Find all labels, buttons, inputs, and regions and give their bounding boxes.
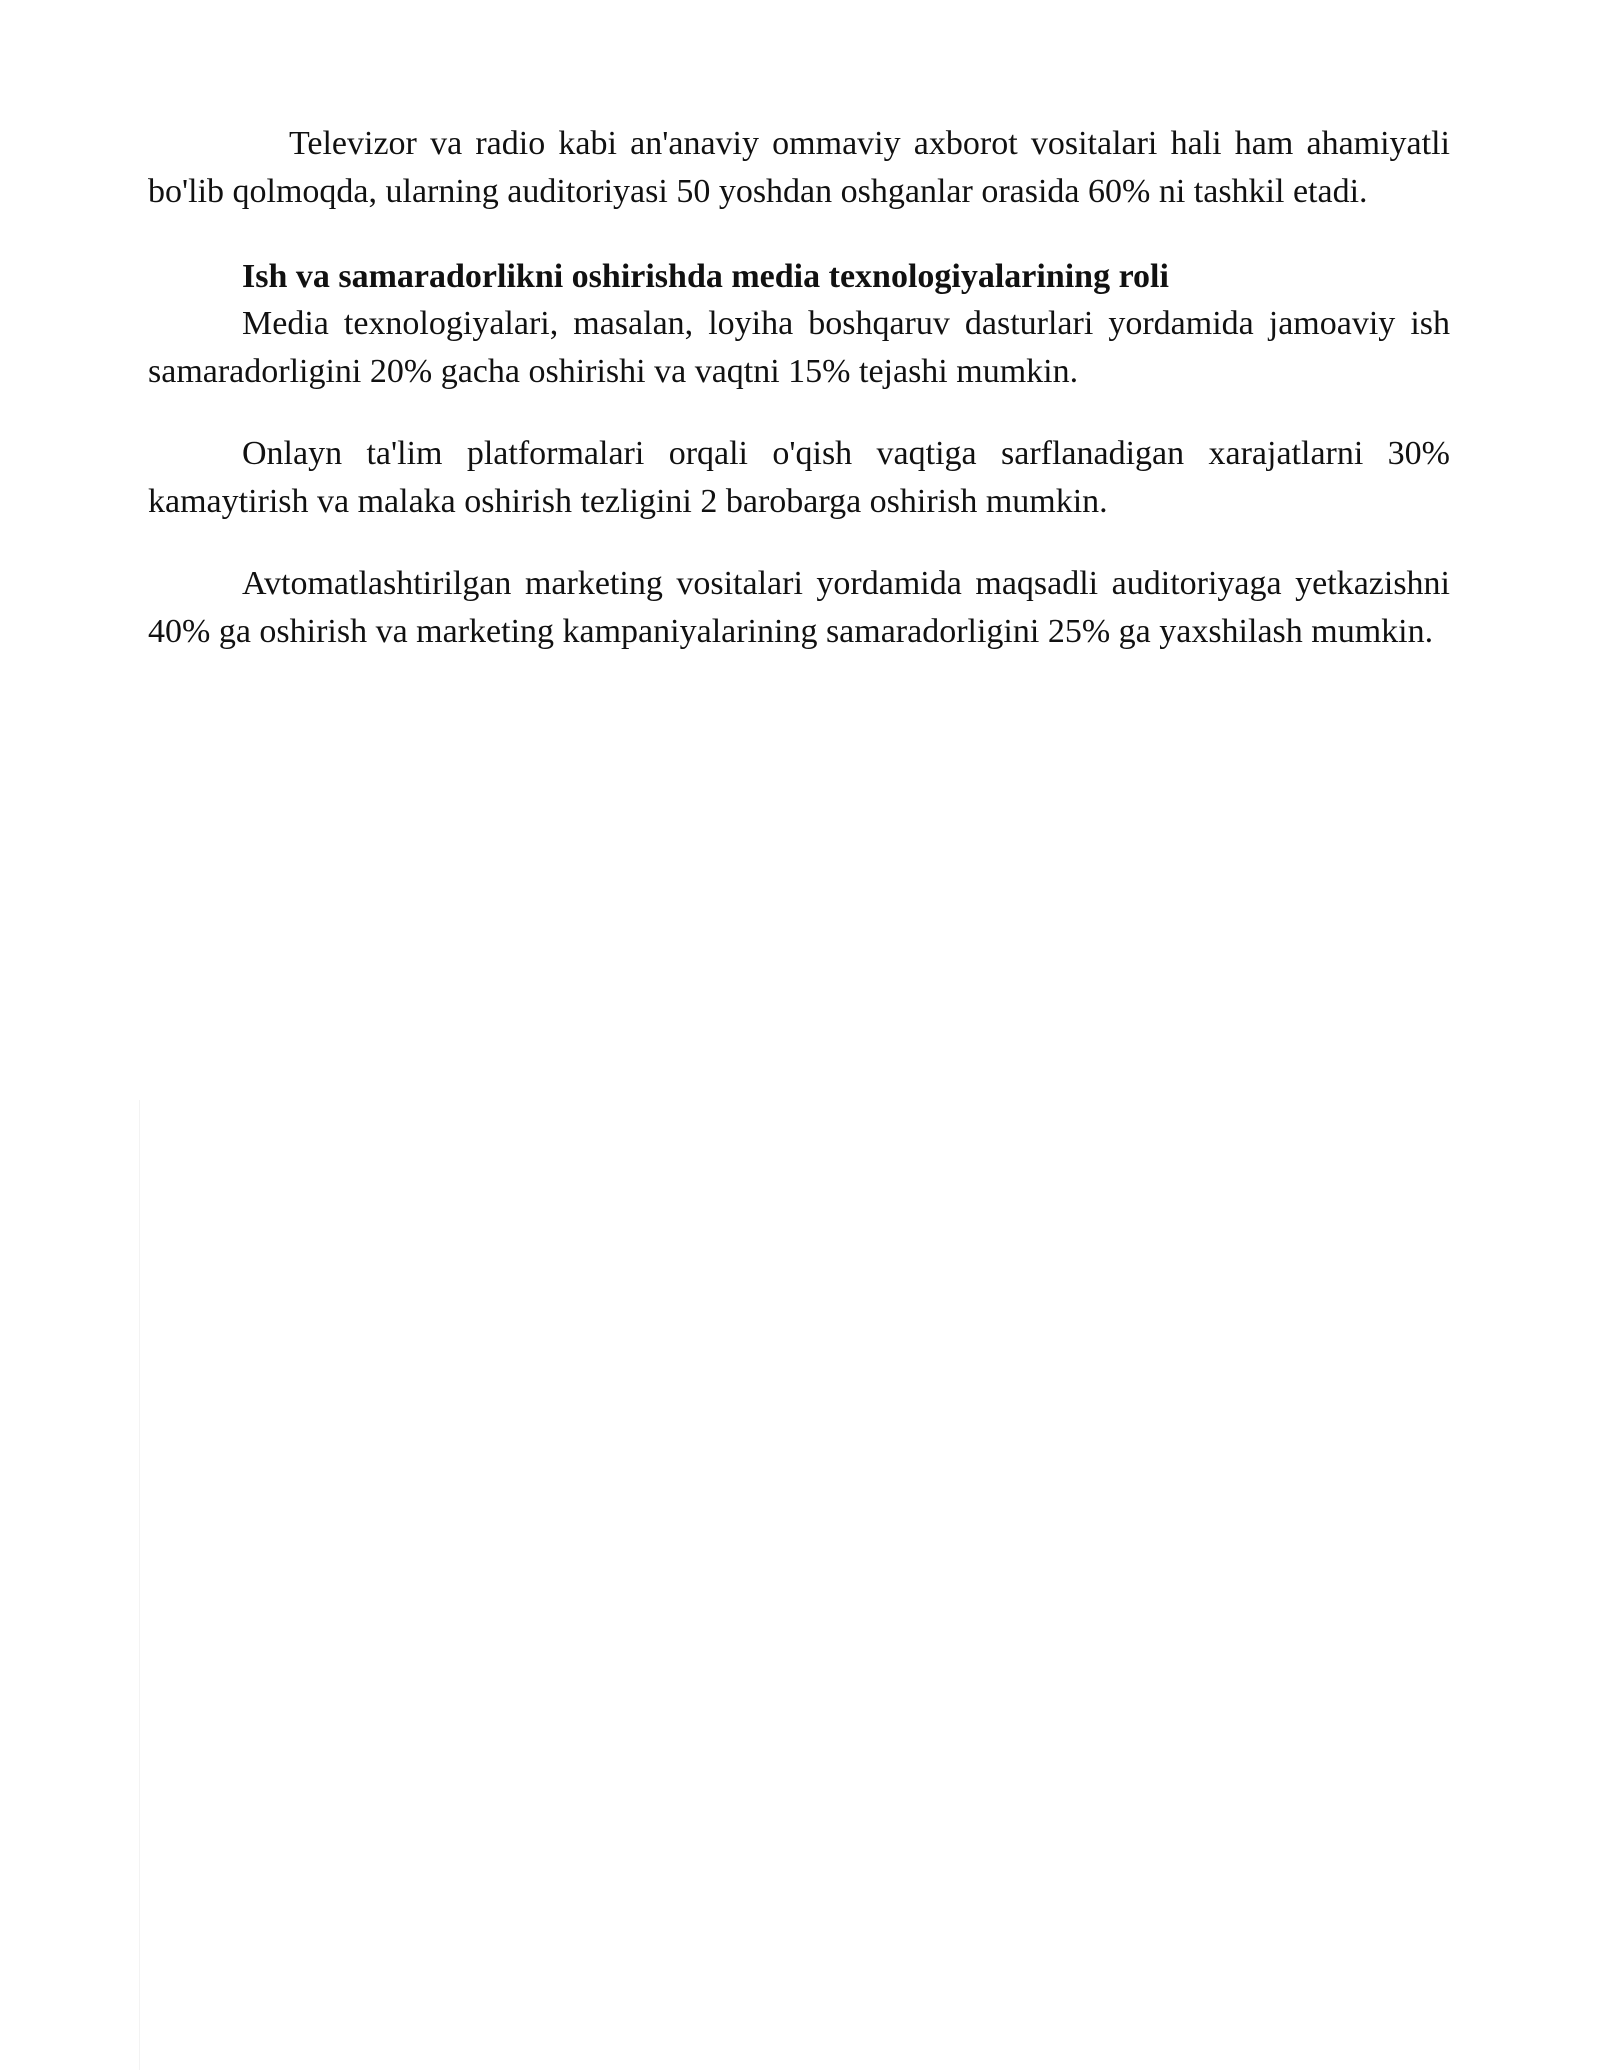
section-paragraph-3: Avtomatlashtirilgan marketing vositalari yordamida maqsadli auditoriyaga yetkazishni 40% ga oshirish va marketing kampaniyalarining samaradorligini 25% ga yaxshilash mumkin. xyxy=(148,565,1450,650)
document-body xyxy=(148,120,1450,656)
intro-paragraph: Televizor va radio kabi an'anaviy ommaviy axborot vositalari hali ham ahamiyatli bo'lib qolmoqda, ularning auditoriyasi 50 yoshdan oshganlar orasida 60% ni tashkil etadi. xyxy=(148,125,1450,210)
page-margin-line xyxy=(139,1100,140,2070)
section-paragraph-2: Onlayn ta'lim platformalari orqali o'qish vaqtiga sarflanadigan xarajatlarni 30% kamaytirish va malaka oshirish tezligini 2 barobarga oshirish mumkin. xyxy=(148,435,1450,520)
section-heading: Ish va samaradorlikni oshirishda media texnologiyalarining roli xyxy=(242,258,1169,295)
section-paragraph-1: Media texnologiyalari, masalan, loyiha boshqaruv dasturlari yordamida jamoaviy ish samaradorligini 20% gacha oshirishi va vaqtni 15% tejashi mumkin. xyxy=(148,305,1450,390)
